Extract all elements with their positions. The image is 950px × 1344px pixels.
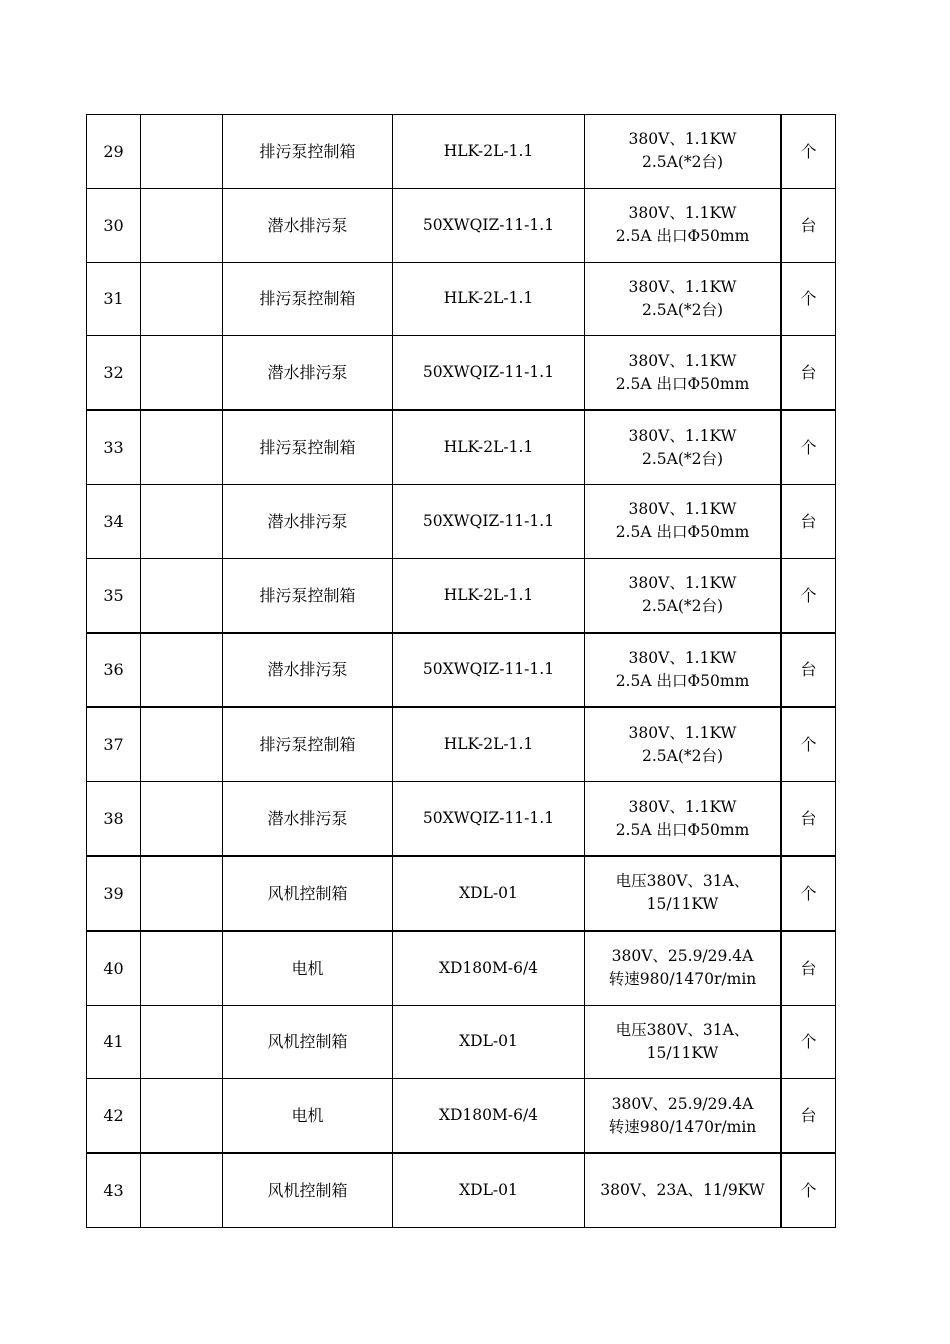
model-number: 50XWQIZ-11-1.1 [393, 782, 585, 856]
spec-line: 2.5A(*2台) [641, 449, 724, 468]
spec-line: 380V、1.1KW [628, 426, 737, 445]
unit: 台 [781, 633, 836, 708]
specification [585, 262, 782, 336]
specification [585, 336, 782, 410]
model-number: HLK-2L-1.1 [393, 410, 585, 484]
specification [585, 484, 782, 558]
model-number: 50XWQIZ-11-1.1 [393, 484, 585, 558]
blank-cell [141, 782, 223, 856]
spec-line: 2.5A 出口Φ50mm [615, 671, 750, 690]
blank-cell [141, 707, 223, 781]
unit: 台 [781, 931, 836, 1005]
specification [585, 856, 782, 931]
model-number: HLK-2L-1.1 [393, 558, 585, 632]
spec-line: 2.5A(*2台) [641, 746, 724, 765]
model-number: XD180M-6/4 [393, 931, 585, 1005]
table-row [87, 558, 836, 632]
equipment-name: 电机 [223, 1079, 393, 1153]
equipment-name: 排污泵控制箱 [223, 115, 393, 189]
table-row [87, 1005, 836, 1079]
item-number: 42 [87, 1079, 141, 1153]
table-row [87, 931, 836, 1005]
blank-cell [141, 262, 223, 336]
item-number: 35 [87, 558, 141, 632]
item-number: 34 [87, 484, 141, 558]
spec-line: 15/11KW [646, 1043, 719, 1062]
model-number: XDL-01 [393, 1153, 585, 1227]
model-number: HLK-2L-1.1 [393, 707, 585, 781]
spec-line: 380V、1.1KW [628, 130, 737, 149]
spec-line: 380V、1.1KW [628, 797, 737, 816]
item-number: 41 [87, 1005, 141, 1079]
unit: 台 [781, 782, 836, 856]
equipment-name: 潜水排污泵 [223, 484, 393, 558]
spec-line: 380V、1.1KW [628, 351, 737, 370]
unit: 台 [781, 1079, 836, 1153]
item-number: 38 [87, 782, 141, 856]
table-row [87, 188, 836, 262]
spec-line: 15/11KW [646, 895, 719, 914]
unit: 个 [781, 707, 836, 781]
equipment-name: 电机 [223, 931, 393, 1005]
specification [585, 558, 782, 632]
spec-line: 380V、1.1KW [628, 648, 737, 667]
item-number: 40 [87, 931, 141, 1005]
equipment-table [86, 114, 836, 1228]
blank-cell [141, 931, 223, 1005]
specification [585, 1005, 782, 1079]
spec-line: 转速980/1470r/min [608, 1117, 757, 1136]
blank-cell [141, 188, 223, 262]
unit: 台 [781, 484, 836, 558]
table-row [87, 1153, 836, 1227]
model-number: XD180M-6/4 [393, 1079, 585, 1153]
table-row [87, 633, 836, 708]
blank-cell [141, 336, 223, 410]
specification [585, 782, 782, 856]
model-number: XDL-01 [393, 856, 585, 931]
unit: 个 [781, 856, 836, 931]
spec-line: 2.5A(*2台) [641, 300, 724, 319]
equipment-name: 风机控制箱 [223, 1153, 393, 1227]
table-row [87, 410, 836, 484]
model-number: 50XWQIZ-11-1.1 [393, 188, 585, 262]
spec-line: 转速980/1470r/min [608, 970, 757, 989]
spec-line: 380V、1.1KW [628, 500, 737, 519]
blank-cell [141, 484, 223, 558]
table-row [87, 484, 836, 558]
specification [585, 115, 782, 189]
equipment-table-body [87, 115, 836, 1228]
item-number: 32 [87, 336, 141, 410]
spec-line: 380V、23A、11/9KW [600, 1181, 765, 1200]
specification [585, 633, 782, 708]
unit: 个 [781, 1153, 836, 1227]
table-row [87, 262, 836, 336]
specification [585, 410, 782, 484]
spec-line: 380V、1.1KW [628, 574, 737, 593]
blank-cell [141, 115, 223, 189]
equipment-name: 潜水排污泵 [223, 336, 393, 410]
table-row [87, 115, 836, 189]
unit: 台 [781, 188, 836, 262]
blank-cell [141, 558, 223, 632]
blank-cell [141, 1005, 223, 1079]
specification [585, 931, 782, 1005]
spec-line: 380V、1.1KW [628, 277, 737, 296]
model-number: 50XWQIZ-11-1.1 [393, 633, 585, 708]
item-number: 36 [87, 633, 141, 708]
equipment-name: 潜水排污泵 [223, 782, 393, 856]
equipment-name: 排污泵控制箱 [223, 558, 393, 632]
spec-line: 电压380V、31A、 [615, 1020, 750, 1039]
equipment-name: 风机控制箱 [223, 1005, 393, 1079]
unit: 个 [781, 558, 836, 632]
item-number: 29 [87, 115, 141, 189]
table-row [87, 856, 836, 931]
spec-line: 2.5A 出口Φ50mm [615, 820, 750, 839]
unit: 台 [781, 336, 836, 410]
item-number: 30 [87, 188, 141, 262]
equipment-name: 潜水排污泵 [223, 633, 393, 708]
spec-line: 380V、25.9/29.4A [611, 1094, 754, 1113]
spec-line: 电压380V、31A、 [615, 872, 750, 891]
equipment-name: 排污泵控制箱 [223, 410, 393, 484]
specification [585, 707, 782, 781]
equipment-name: 排污泵控制箱 [223, 707, 393, 781]
model-number: HLK-2L-1.1 [393, 115, 585, 189]
equipment-name: 潜水排污泵 [223, 188, 393, 262]
model-number: HLK-2L-1.1 [393, 262, 585, 336]
item-number: 39 [87, 856, 141, 931]
spec-line: 2.5A 出口Φ50mm [615, 227, 750, 246]
item-number: 31 [87, 262, 141, 336]
blank-cell [141, 410, 223, 484]
table-row [87, 336, 836, 410]
spec-line: 380V、1.1KW [628, 723, 737, 742]
blank-cell [141, 1079, 223, 1153]
unit: 个 [781, 410, 836, 484]
table-row [87, 1079, 836, 1153]
equipment-name: 风机控制箱 [223, 856, 393, 931]
model-number: XDL-01 [393, 1005, 585, 1079]
unit: 个 [781, 1005, 836, 1079]
item-number: 43 [87, 1153, 141, 1227]
table-row [87, 782, 836, 856]
specification [585, 1153, 782, 1227]
model-number: 50XWQIZ-11-1.1 [393, 336, 585, 410]
spec-line: 2.5A 出口Φ50mm [615, 374, 750, 393]
specification [585, 188, 782, 262]
item-number: 33 [87, 410, 141, 484]
spec-line: 2.5A(*2台) [641, 597, 724, 616]
unit: 个 [781, 262, 836, 336]
table-row [87, 707, 836, 781]
specification [585, 1079, 782, 1153]
spec-line: 2.5A(*2台) [641, 153, 724, 172]
equipment-name: 排污泵控制箱 [223, 262, 393, 336]
blank-cell [141, 633, 223, 708]
unit: 个 [781, 115, 836, 189]
item-number: 37 [87, 707, 141, 781]
blank-cell [141, 1153, 223, 1227]
spec-line: 380V、1.1KW [628, 204, 737, 223]
blank-cell [141, 856, 223, 931]
spec-line: 380V、25.9/29.4A [611, 947, 754, 966]
spec-line: 2.5A 出口Φ50mm [615, 523, 750, 542]
